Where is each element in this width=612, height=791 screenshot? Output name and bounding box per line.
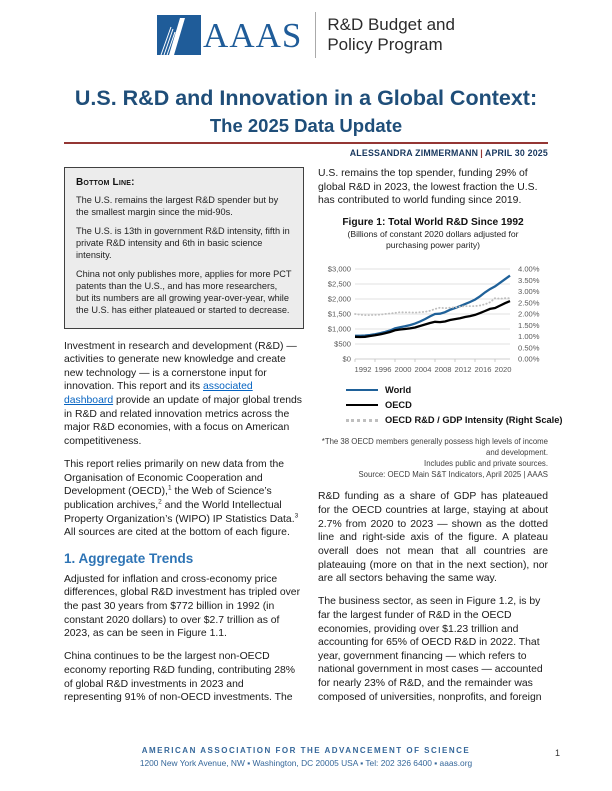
title-rule (64, 142, 548, 144)
figure-footnotes (318, 437, 548, 481)
byline-date: APRIL 30 2025 (484, 148, 548, 158)
aaas-logo (157, 12, 455, 58)
byline-separator: | (480, 148, 483, 158)
svg-text:2008: 2008 (434, 364, 452, 374)
svg-text:2000: 2000 (394, 364, 412, 374)
svg-text:3.50%: 3.50% (518, 275, 540, 285)
masthead (0, 12, 612, 58)
footer-address: 1200 New York Avenue, NW ▪ Washington, DC 20005 USA ▪ Tel: 202 326 6400 ▪ aaas.org (139, 757, 473, 768)
us-top-spender-paragraph: U.S. remains the top spender, funding 29% of global R&D in 2023, the lowest fraction the U.S. has contributed to world funding since 2019. (318, 168, 538, 207)
right-column (318, 167, 563, 714)
figure-title: Figure 1: Total World R&D Since 1992 (342, 217, 524, 229)
legend-item-oecd (346, 398, 548, 413)
program-name-line2: Policy Program (327, 35, 443, 54)
bottom-line-paragraph: China not only publishes more, applies for more PCT patents than the U.S., and has more researchers, but its numbers are all growing year-over-year, while the U.S. has either plateaued or started to decrease. (76, 268, 292, 315)
oecd-line-swatch (346, 404, 378, 406)
aggregate-trends-paragraph: Adjusted for inflation and cross-economy price differences, global R&D investment has tripled over the past 30 years from $772 billion in 1992 (in constant 2020 dollars) to over $2.7 trillion as of 2023, as can be seen in Figure 1.1. (64, 573, 301, 640)
svg-text:$0: $0 (342, 354, 351, 364)
svg-text:$2,500: $2,500 (327, 279, 351, 289)
legend-label: OECD (385, 400, 412, 411)
methods-text: and the World Intellectual Property Organization’s (WIPO) IP Statistics Data. (64, 499, 295, 525)
svg-text:1.00%: 1.00% (518, 331, 540, 341)
page-subtitle: The 2025 Data Update (209, 115, 403, 136)
legend-item-world (346, 383, 548, 398)
intensity-line-swatch (346, 419, 378, 422)
svg-text:$2,000: $2,000 (327, 294, 351, 304)
program-name (327, 15, 455, 56)
page-title: U.S. R&D and Innovation in a Global Context: (74, 86, 538, 110)
svg-text:$500: $500 (334, 339, 351, 349)
figure-footnote: Includes public and private sources. (424, 458, 548, 468)
methods-text: the Web of Science’s publication archives, (64, 486, 272, 511)
left-column (64, 167, 304, 714)
svg-text:$1,500: $1,500 (327, 309, 351, 319)
footnote-ref-1: 1 (167, 484, 172, 492)
legend-item-intensity (346, 413, 563, 428)
gdp-plateau-paragraph: R&D funding as a share of GDP has plateaued for the OECD countries at large, staying at about 2.7% from 2020 to 2023 — shown as the dotted line and right-side axis of the figure. A plateau overall does not mean that all countries are plateauing (more on that in the next section), nor are all sectors behaving the same way. (318, 491, 548, 585)
aaas-logo-icon (157, 15, 201, 55)
china-paragraph: China continues to be the largest non-OECD economy reporting R&D funding, contributing 28% of global R&D investments in 2023 and representing 91% of non-OECD investments. The (64, 651, 296, 704)
svg-text:1992: 1992 (354, 364, 372, 374)
program-name-line1: R&D Budget and (327, 14, 455, 34)
svg-text:2.00%: 2.00% (518, 309, 540, 319)
footer-org-name: AMERICAN ASSOCIATION FOR THE ADVANCEMENT OF SCIENCE (141, 746, 471, 755)
methods-text: This report relies primarily on new data from the Organisation of Economic Cooperation and Development (OECD), (64, 459, 285, 498)
intro-text: provide an update of major global trends in R&D and related innovation metrics across the major R&D economies, with a focus on American competitiveness. (64, 395, 302, 447)
page-footer (64, 746, 548, 768)
methods-paragraph (64, 458, 304, 540)
page-number: 1 (554, 748, 560, 758)
logo-divider (315, 12, 316, 58)
footnote-ref-3: 3 (294, 512, 299, 520)
aaas-logo-text: AAAS (203, 15, 303, 55)
chart-legend (318, 383, 563, 428)
svg-text:1996: 1996 (374, 364, 392, 374)
bottom-line-box (64, 167, 304, 329)
figure-footnote: *The 38 OECD members generally possess high levels of income and development. (321, 436, 548, 457)
figure-subtitle: (Billions of constant 2020 dollars adjusted for purchasing power parity) (347, 229, 519, 251)
footnote-ref-2: 2 (158, 498, 162, 506)
intro-paragraph (64, 340, 304, 449)
methods-text: All sources are cited at the bottom of each figure. (64, 527, 290, 539)
world-line-swatch (346, 389, 378, 391)
world-rnd-line-chart (318, 259, 548, 381)
figure-1 (318, 217, 563, 480)
svg-text:$1,000: $1,000 (327, 324, 351, 334)
two-column-body (64, 167, 563, 714)
intro-text: Investment in research and development (R&D) — activities to generate new knowledge and create new technology — is a cornerstone input for innovation. This report and its (64, 340, 297, 393)
byline-author: ALESSANDRA ZIMMERMANN (349, 148, 479, 158)
section-heading-aggregate-trends: 1. Aggregate Trends (64, 550, 194, 566)
svg-text:$3,000: $3,000 (327, 264, 351, 274)
svg-text:3.00%: 3.00% (518, 286, 540, 296)
svg-text:0.50%: 0.50% (518, 343, 540, 353)
svg-text:1.50%: 1.50% (518, 320, 540, 330)
bottom-line-paragraph: The U.S. is 13th in government R&D intensity, fifth in private R&D intensity and 6th in basic science intensity. (76, 225, 290, 260)
figure-source: Source: OECD Main S&T Indicators, April 2025 | AAAS (358, 469, 548, 479)
svg-text:2004: 2004 (414, 364, 432, 374)
byline (350, 148, 548, 158)
legend-label: World (385, 385, 412, 396)
associated-dashboard-link[interactable]: associated dashboard (64, 381, 253, 407)
svg-text:2.50%: 2.50% (518, 298, 540, 308)
business-sector-paragraph: The business sector, as seen in Figure 1.2, is by far the largest funder of R&D in the OECD economies, providing over $1.23 trillion and accounting for 65% of OECD R&D in 2022. That year, government financing — which refers to national government in most cases — accounted for nearly 23% of R&D, and the remainder was composed of universities, nonprofits, and foreign (318, 596, 543, 703)
bottom-line-paragraph: The U.S. remains the largest R&D spender but by the smallest margin since the mid-90s. (76, 195, 279, 217)
svg-text:0.00%: 0.00% (518, 354, 540, 364)
legend-label: OECD R&D / GDP Intensity (Right Scale) (385, 415, 563, 426)
svg-text:2020: 2020 (494, 364, 512, 374)
bottom-line-heading: Bottom Line: (76, 177, 135, 188)
svg-text:2012: 2012 (454, 364, 472, 374)
svg-text:2016: 2016 (474, 364, 492, 374)
svg-text:4.00%: 4.00% (518, 264, 540, 274)
